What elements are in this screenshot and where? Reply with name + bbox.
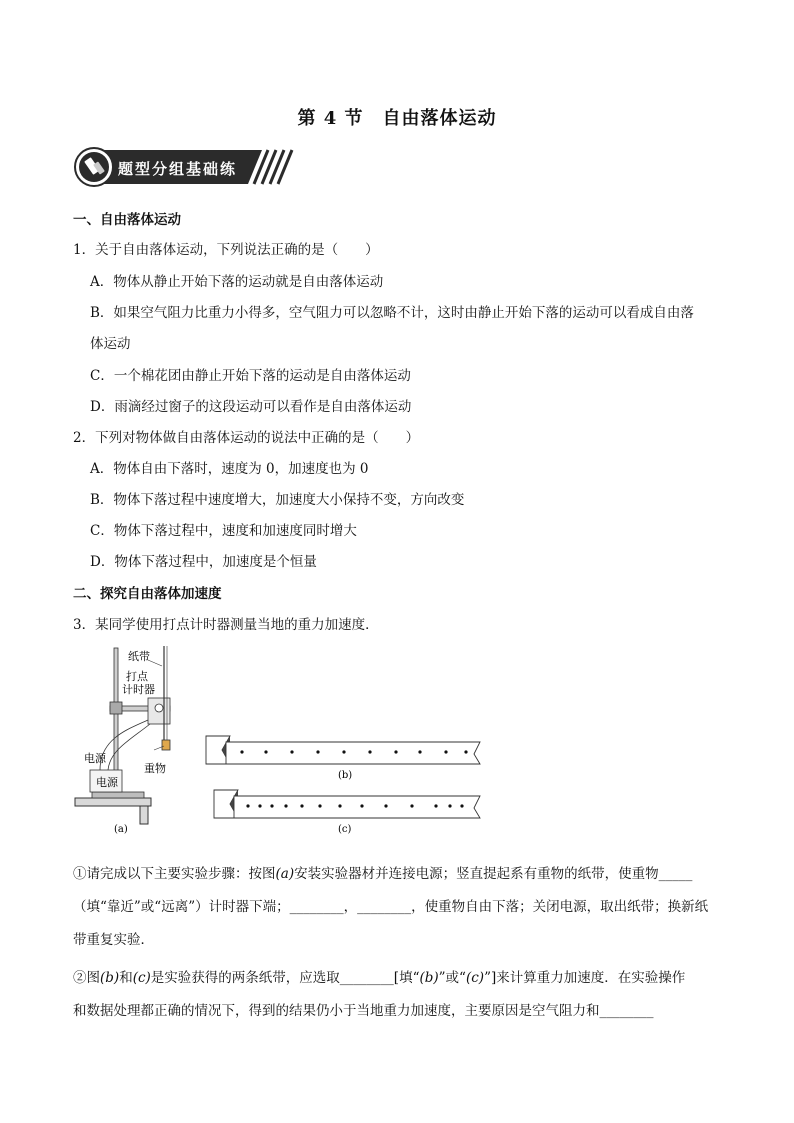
q1-option-a: A．物体从静止开始下落的运动就是自由落体运动 <box>90 274 384 290</box>
q2-option-d: D．物体下落过程中，加速度是个恒量 <box>90 554 317 570</box>
label-b: (b) <box>338 770 353 781</box>
q1-stem: 1．关于自由落体运动，下列说法正确的是（ ） <box>73 242 379 258</box>
q3-part2-line2: 和数据处理都正确的情况下，得到的结果仍小于当地重力加速度，主要原因是空气阻力和________ <box>73 1003 654 1019</box>
q3-part1-line2: （填“靠近”或“远离”）计时器下端；________，________，使重物自由下落；关闭电源，取出纸带；换新纸 <box>73 899 709 915</box>
page-title: 第 4 节 自由落体运动 <box>297 108 497 129</box>
label-c: (c) <box>338 824 352 835</box>
q3-part2-line1: ②图(b)和(c)是实验获得的两条纸带，应选取________[填“(b)”或“(c)”]来计算重力加速度．在实验操作 <box>73 970 686 986</box>
q3-stem: 3．某同学使用打点计时器测量当地的重力加速度． <box>73 617 379 633</box>
label-tape: 纸带 <box>128 650 150 663</box>
q3-part1-line1: ①请完成以下主要实验步骤：按图(a)安装实验器材并连接电源；竖直提起系有重物的纸带，使重物_____ <box>73 866 693 882</box>
label-power-box: 电源 <box>96 776 118 789</box>
label-power: 电源 <box>84 752 106 765</box>
q2-option-b: B．物体下落过程中速度增大，加速度大小保持不变，方向改变 <box>90 492 465 508</box>
label-timer-1: 打点 <box>126 670 148 683</box>
q1-option-b-cont: 体运动 <box>90 336 131 352</box>
q2-option-c: C．物体下落过程中，速度和加速度同时增大 <box>90 523 357 539</box>
tape-c <box>214 790 480 818</box>
q1-option-d: D．雨滴经过窗子的这段运动可以看作是自由落体运动 <box>90 399 412 415</box>
banner-label: 题型分组基础练 <box>118 160 238 178</box>
label-a: (a) <box>114 824 128 835</box>
tape-b <box>206 736 480 764</box>
experiment-figure <box>70 640 490 840</box>
section-heading-2: 二、探究自由落体加速度 <box>73 586 222 602</box>
label-weight: 重物 <box>144 762 166 775</box>
q3-part1-line3: 带重复实验． <box>73 932 154 948</box>
q1-option-c: C．一个棉花团由静止开始下落的运动是自由落体运动 <box>90 368 411 384</box>
q2-stem: 2．下列对物体做自由落体运动的说法中正确的是（ ） <box>73 430 420 446</box>
q1-option-b: B．如果空气阻力比重力小得多，空气阻力可以忽略不计，这时由静止开始下落的运动可以看成自由落 <box>90 305 694 321</box>
q2-option-a: A．物体自由下落时，速度为 0，加速度也为 0 <box>90 461 369 477</box>
apparatus-diagram <box>75 646 170 824</box>
section-heading-1: 一、自由落体运动 <box>73 212 181 228</box>
label-timer-2: 计时器 <box>122 683 155 696</box>
